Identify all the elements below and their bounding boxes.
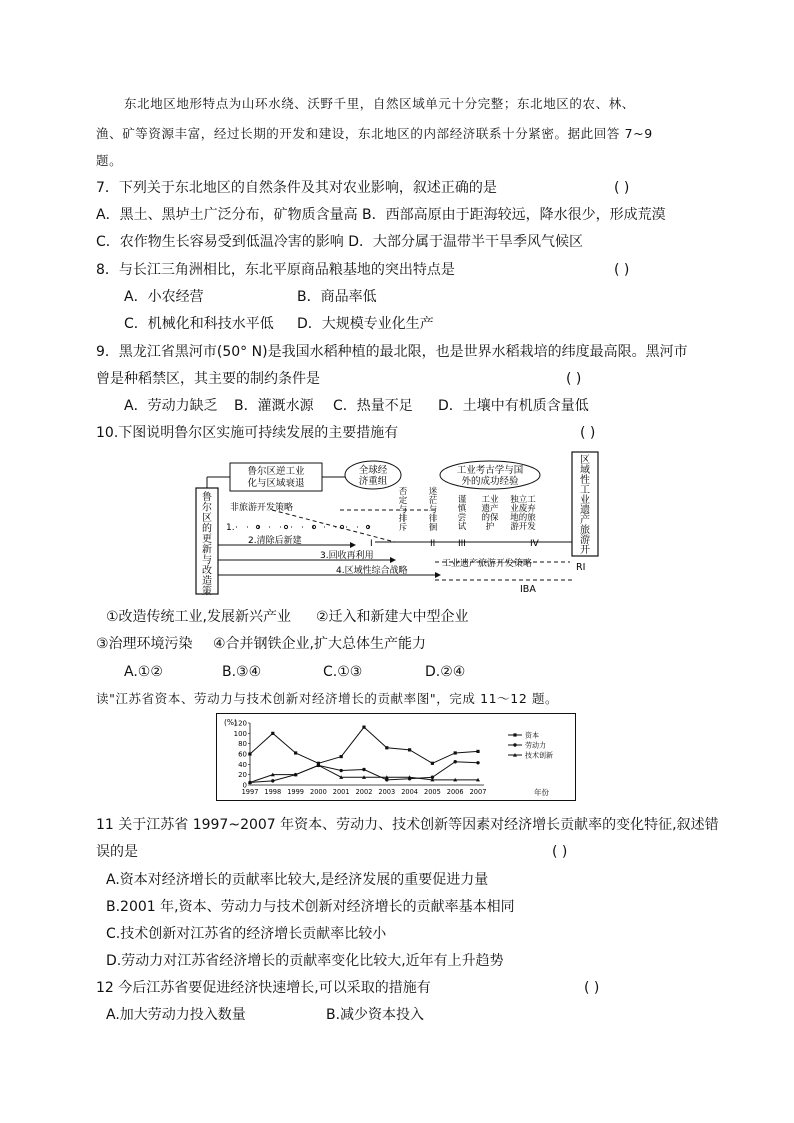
intro-line-3: 题。 xyxy=(96,153,123,168)
legend-marker xyxy=(513,733,516,736)
y-tick-label: 0 xyxy=(242,781,247,790)
q9-option-b: B．灌溉水源 xyxy=(234,398,314,414)
svg-text:III: III xyxy=(458,539,466,549)
series-line-0 xyxy=(250,727,478,763)
series-point xyxy=(294,751,297,754)
q10-statement-3: ③治理环境污染 xyxy=(96,636,193,652)
series-point xyxy=(454,751,457,754)
legend-label: 资本 xyxy=(525,731,539,740)
stage-label-tourism: 独立工业废弃地的旅游开发 xyxy=(510,495,536,532)
legend-label: 技术创新 xyxy=(525,751,553,760)
q7-stem: 7．下列关于东北地区的自然条件及其对农业影响，叙述正确的是 xyxy=(96,180,497,196)
intro-line-2: 渔、矿等资源丰富，经过长期的开发和建设，东北地区的内部经济联系十分紧密。据此回答 7~9 xyxy=(96,126,653,141)
q11-option-a: A.资本对经济增长的贡献率比较大,是经济发展的重要促进力量 xyxy=(106,872,489,888)
series-point xyxy=(476,761,479,764)
q10-option-a: A.①② xyxy=(124,664,163,680)
intro-line-1: 东北地区地形特点为山环水绕、沃野千里，自然区域单元十分完整；东北地区的农、林、 xyxy=(124,96,635,111)
q8-option-b: B．商品率低 xyxy=(297,289,377,305)
q10-statement-1: ①改造传统工业,发展新兴产业 xyxy=(106,609,292,625)
series-point xyxy=(271,732,274,735)
svg-text:II: II xyxy=(430,539,436,549)
ri-label: RI xyxy=(576,562,586,573)
series-point xyxy=(385,746,388,749)
q11-stem-line-2: 误的是 xyxy=(96,844,138,860)
iba-label: IBA xyxy=(520,584,536,595)
q9-option-a: A．劳动力缺乏 xyxy=(124,398,218,414)
series-point xyxy=(271,779,274,782)
q12-option-b: B.减少资本投入 xyxy=(326,1007,425,1023)
q7-options-ab: A．黑土、黑垆土广泛分布，矿物质含量高 B．西部高原由于距海较远，降水很少，形成荒漠 xyxy=(96,207,666,223)
q11-stem-line-1: 11 关于江苏省 1997~2007 年资本、劳动力、技术创新等因素对经济增长贡献率的变化特征,叙述错 xyxy=(96,817,719,833)
y-tick-label: 60 xyxy=(238,750,247,759)
q9-stem-line-2: 曾是种稻禁区，其主要的制约条件是 xyxy=(96,371,320,387)
q10-option-d: D.②④ xyxy=(425,664,466,680)
q8-stem: 8．与长江三角洲相比，东北平原商品粮基地的突出特点是 xyxy=(96,262,455,278)
x-tick-label: 2007 xyxy=(469,788,487,796)
legend-label: 劳动力 xyxy=(525,741,546,750)
y-tick-label: 80 xyxy=(238,740,247,749)
series-point xyxy=(340,769,343,772)
svg-text:IV: IV xyxy=(530,539,539,549)
q11-option-d: D.劳动力对江苏省经济增长的贡献率变化比较大,近年有上升趋势 xyxy=(106,953,504,969)
svg-text:I: I xyxy=(370,539,373,549)
x-axis-label: 年份 xyxy=(534,788,549,797)
q9-option-c: C．热量不足 xyxy=(333,398,413,414)
q9-stem-line-1: 9．黑龙江省黑河市(50° N)是我国水稻种植的最北限，也是世界水稻栽培的纬度最高限。黑河市 xyxy=(96,344,688,360)
contribution-rate-chart xyxy=(216,713,576,801)
q7-options-cd: C．农作物生长容易受到低温冷害的影响 D．大部分属于温带半干旱季风气候区 xyxy=(96,234,584,250)
y-axis-unit: (%) xyxy=(224,718,237,727)
series-point xyxy=(454,760,457,763)
series-point xyxy=(431,762,434,765)
q10-option-c: C.①③ xyxy=(323,664,363,680)
series-point xyxy=(408,748,411,751)
stage-label-cautious: 谨慎尝试 xyxy=(457,495,467,532)
q8-option-c: C．机械化和科技水平低 xyxy=(124,316,274,332)
y-tick-label: 40 xyxy=(238,760,247,769)
q7-answer-paren: ( ) xyxy=(614,180,630,196)
strategy-3-label: 3.回收再利用 xyxy=(320,551,374,561)
series-line-1 xyxy=(250,762,478,783)
y-tick-label: 20 xyxy=(238,771,247,780)
q11-answer-paren: ( ) xyxy=(552,844,568,860)
x-tick-label: 2004 xyxy=(401,788,418,796)
q12-stem: 12 今后江苏省要促进经济快速增长,可以采取的措施有 xyxy=(96,980,431,996)
stage-label-protect: 工业遗产的保护 xyxy=(481,495,499,532)
decline-box-label: 鲁尔区逆工业化与区域衰退 xyxy=(247,466,305,489)
x-tick-label: 2000 xyxy=(310,788,327,796)
x-tick-label: 2002 xyxy=(355,788,373,796)
x-tick-label: 2006 xyxy=(446,788,464,796)
legend-marker xyxy=(513,743,516,746)
industrial-heritage-label: 工业遗产旅游开发策略 xyxy=(442,559,533,569)
x-tick-label: 1997 xyxy=(241,788,259,796)
y-tick-label: 120 xyxy=(233,719,247,728)
stage-label-confused: 迷茫与徘徊 xyxy=(428,487,438,533)
series-point xyxy=(248,752,251,755)
x-tick-label: 2001 xyxy=(332,788,350,796)
x-tick-label: 1998 xyxy=(264,788,282,796)
q10-answer-paren: ( ) xyxy=(580,425,596,441)
x-tick-label: 1999 xyxy=(287,788,304,796)
q8-option-a: A．小农经营 xyxy=(124,289,204,305)
strategy-2-label: 2.清除后新建 xyxy=(248,536,302,546)
series-point xyxy=(340,755,343,758)
non-tourism-label: 非旅游开发策略 xyxy=(230,503,294,513)
stage-label-reject: 否定与排斥 xyxy=(398,487,408,533)
q11-option-b: B.2001 年,资本、劳动力与技术创新对经济增长的贡献率基本相同 xyxy=(106,899,515,915)
q10-statement-4: ④合并钢铁企业,扩大总体生产能力 xyxy=(213,636,427,652)
global-restructuring-label: 全球经济重组 xyxy=(358,465,388,487)
q12-answer-paren: ( ) xyxy=(584,980,600,996)
x-tick-label: 2005 xyxy=(424,788,441,796)
q8-answer-paren: ( ) xyxy=(614,262,630,278)
q9-option-d: D．土壤中有机质含量低 xyxy=(438,398,589,414)
q9-answer-paren: ( ) xyxy=(566,371,582,387)
svg-text:1.: 1. xyxy=(226,523,235,533)
series-point xyxy=(476,750,479,753)
q10-statement-2: ②迁入和新建大中型企业 xyxy=(316,609,469,625)
regional-tourism-label: 区域性工业遗产旅游开 xyxy=(580,455,590,556)
strategy-4-label: 4.区域性综合战略 xyxy=(336,566,408,576)
q11-option-c: C.技术创新对江苏省的经济增长贡献率比较小 xyxy=(106,926,387,942)
reading-instruction: 读"江苏省资本、劳动力与技术创新对经济增长的贡献率图"，完成 11～12 题。 xyxy=(96,691,559,706)
q10-stem: 10.下图说明鲁尔区实施可持续发展的主要措施有 xyxy=(96,425,399,441)
y-tick-label: 100 xyxy=(233,729,247,738)
ruhr-strategy-diagram xyxy=(190,450,610,598)
series-point xyxy=(362,768,365,771)
renewal-strategy-label: 鲁尔区的更新与改造策 xyxy=(202,492,212,598)
archaeology-label: 工业考古学与国外的成功经验 xyxy=(456,465,524,487)
q8-option-d: D．大规模专业化生产 xyxy=(297,316,434,332)
x-tick-label: 2003 xyxy=(378,788,396,796)
series-point xyxy=(362,726,365,729)
q12-option-a: A.加大劳动力投入数量 xyxy=(106,1007,246,1023)
q10-option-b: B.③④ xyxy=(222,664,262,680)
